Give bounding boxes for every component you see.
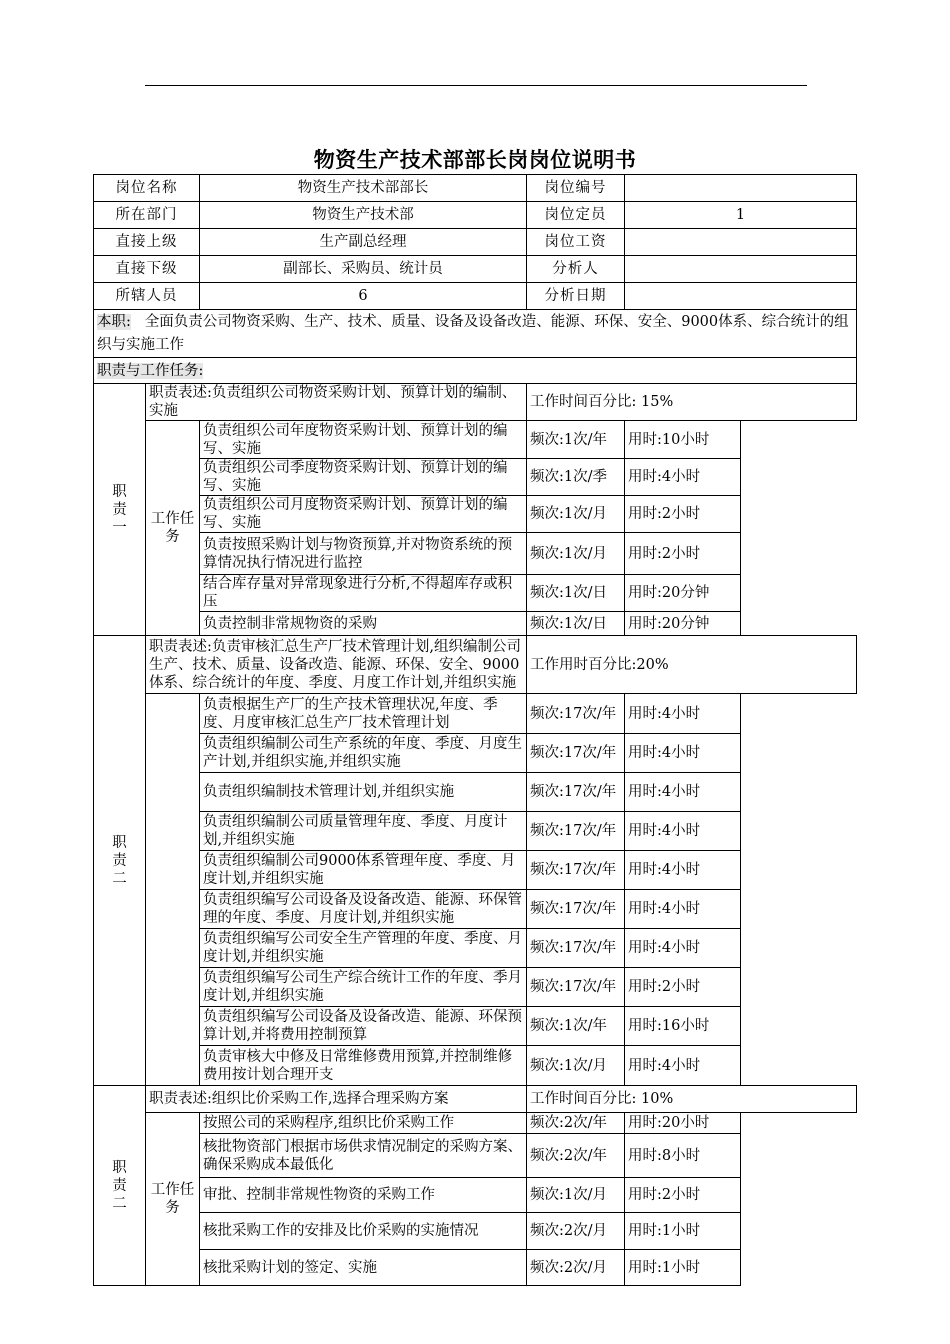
duties-header-row (94, 358, 857, 384)
task-row (94, 890, 857, 929)
header-label: 分析人 (527, 256, 625, 283)
task-text: 负责组织公司年度物资采购计划、预算计划的编写、实施 (200, 421, 527, 459)
header-value (625, 229, 857, 256)
task-time: 用时:1小时 (625, 1250, 741, 1286)
task-row (94, 929, 857, 968)
task-time: 用时:4小时 (625, 734, 741, 773)
header-row (94, 229, 857, 256)
task-text: 负责组织编制公司质量管理年度、季度、月度计划,并组织实施 (200, 812, 527, 851)
task-frequency: 频次:17次/年 (527, 929, 625, 968)
duty-description: 职责表述:组织比价采购工作,选择合理采购方案 (146, 1086, 527, 1113)
page-title: 物资生产技术部部长岗岗位说明书 (313, 148, 637, 172)
header-value: 物资生产技术部部长 (200, 175, 527, 202)
task-row (94, 1007, 857, 1046)
header-row (94, 175, 857, 202)
header-label: 岗位编号 (527, 175, 625, 202)
task-time: 用时:4小时 (625, 1046, 741, 1086)
duty-time-percentage: 工作时间百分比: 15% (527, 384, 857, 421)
header-label: 所在部门 (94, 202, 200, 229)
task-frequency: 频次:17次/年 (527, 694, 625, 734)
task-frequency: 频次:2次/月 (527, 1213, 625, 1250)
task-frequency: 频次:17次/年 (527, 968, 625, 1007)
task-row (94, 694, 857, 734)
task-text: 负责组织编写公司安全生产管理的年度、季度、月度计划,并组织实施 (200, 929, 527, 968)
task-row (94, 1250, 857, 1286)
header-value: 物资生产技术部 (200, 202, 527, 229)
task-frequency: 频次:17次/年 (527, 734, 625, 773)
header-value (625, 256, 857, 283)
task-row (94, 812, 857, 851)
work-task-blank (146, 694, 200, 1086)
task-text: 结合库存量对异常现象进行分析,不得超库存或积压 (200, 575, 527, 612)
task-text: 审批、控制非常规性物资的采购工作 (200, 1178, 527, 1213)
task-time: 用时:2小时 (625, 533, 741, 575)
task-frequency: 频次:1次/年 (527, 421, 625, 459)
task-row (94, 459, 857, 496)
header-label: 分析日期 (527, 283, 625, 310)
task-text: 负责组织公司季度物资采购计划、预算计划的编写、实施 (200, 459, 527, 496)
task-frequency: 频次:1次/月 (527, 496, 625, 533)
duty-label: 职 责 二 (94, 1086, 146, 1286)
task-row (94, 496, 857, 533)
task-time: 用时:2小时 (625, 968, 741, 1007)
task-text: 负责控制非常规物资的采购 (200, 612, 527, 636)
header-label: 岗位工资 (527, 229, 625, 256)
task-text: 核批物资部门根据市场供求情况制定的采购方案、确保采购成本最低化 (200, 1134, 527, 1178)
task-time: 用时:4小时 (625, 459, 741, 496)
task-text: 负责组织编制技术管理计划,并组织实施 (200, 773, 527, 812)
task-row (94, 734, 857, 773)
task-text: 负责组织编写公司生产综合统计工作的年度、季月度计划,并组织实施 (200, 968, 527, 1007)
task-row (94, 968, 857, 1007)
task-frequency: 频次:1次/月 (527, 1178, 625, 1213)
task-row (94, 1046, 857, 1086)
benzhi-label: 本职: (97, 313, 131, 330)
header-value: 副部长、采购员、统计员 (200, 256, 527, 283)
job-description-table (93, 174, 857, 1286)
task-text: 负责组织编写公司设备及设备改造、能源、环保管理的年度、季度、月度计划,并组织实施 (200, 890, 527, 929)
duty-description: 职责表述:负责审核汇总生产厂技术管理计划,组织编制公司生产、技术、质量、设备改造、能源、环保、安全、9000体系、综合统计的年度、季度、月度工作计划,并组织实施 (146, 636, 527, 694)
benzhi-text: 全面负责公司物资采购、生产、技术、质量、设备及设备改造、能源、环保、安全、9000体系、综合统计的组织与实施工作 (97, 313, 849, 353)
task-time: 用时:1小时 (625, 1213, 741, 1250)
task-frequency: 频次:17次/年 (527, 812, 625, 851)
task-time: 用时:16小时 (625, 1007, 741, 1046)
header-label: 直接上级 (94, 229, 200, 256)
task-time: 用时:2小时 (625, 496, 741, 533)
header-label: 岗位名称 (94, 175, 200, 202)
task-frequency: 频次:17次/年 (527, 851, 625, 890)
top-rule (145, 85, 807, 86)
duty-desc-row (94, 1086, 857, 1113)
task-row (94, 773, 857, 812)
task-text: 负责组织编制公司9000体系管理年度、季度、月度计划,并组织实施 (200, 851, 527, 890)
task-row (94, 1213, 857, 1250)
work-task-label: 工作任务 (146, 421, 200, 636)
duty-desc-row (94, 384, 857, 421)
header-row (94, 202, 857, 229)
task-time: 用时:4小时 (625, 773, 741, 812)
header-row (94, 256, 857, 283)
task-frequency: 频次:2次/年 (527, 1113, 625, 1134)
task-time: 用时:4小时 (625, 851, 741, 890)
task-row (94, 421, 857, 459)
duty-description: 职责表述:负责组织公司物资采购计划、预算计划的编制、实施 (146, 384, 527, 421)
task-row (94, 612, 857, 636)
task-frequency: 频次:1次/日 (527, 612, 625, 636)
task-row (94, 1113, 857, 1134)
task-time: 用时:10小时 (625, 421, 741, 459)
task-text: 负责组织编写公司设备及设备改造、能源、环保预算计划,并将费用控制预算 (200, 1007, 527, 1046)
work-task-label: 工作任务 (146, 1113, 200, 1286)
header-label: 直接下级 (94, 256, 200, 283)
task-text: 负责组织编制公司生产系统的年度、季度、月度生产计划,并组织实施,并组织实施 (200, 734, 527, 773)
task-time: 用时:8小时 (625, 1134, 741, 1178)
duty-desc-row (94, 636, 857, 694)
task-text: 负责组织公司月度物资采购计划、预算计划的编写、实施 (200, 496, 527, 533)
task-frequency: 频次:1次/年 (527, 1007, 625, 1046)
benzhi-cell (94, 310, 857, 358)
task-time: 用时:20分钟 (625, 575, 741, 612)
task-time: 用时:20小时 (625, 1113, 741, 1134)
task-row (94, 1134, 857, 1178)
header-value: 6 (200, 283, 527, 310)
task-row (94, 1178, 857, 1213)
task-row (94, 533, 857, 575)
task-text: 负责按照采购计划与物资预算,并对物资系统的预算情况执行情况进行监控 (200, 533, 527, 575)
duty-time-percentage: 工作时间百分比: 10% (527, 1086, 857, 1113)
header-label: 岗位定员 (527, 202, 625, 229)
task-time: 用时:4小时 (625, 812, 741, 851)
header-label: 所辖人员 (94, 283, 200, 310)
task-frequency: 频次:1次/日 (527, 575, 625, 612)
task-text: 核批采购计划的签定、实施 (200, 1250, 527, 1286)
header-value (625, 283, 857, 310)
task-row (94, 851, 857, 890)
task-frequency: 频次:1次/季 (527, 459, 625, 496)
task-text: 按照公司的采购程序,组织比价采购工作 (200, 1113, 527, 1134)
task-frequency: 频次:2次/月 (527, 1250, 625, 1286)
task-text: 核批采购工作的安排及比价采购的实施情况 (200, 1213, 527, 1250)
duty-label: 职 责 一 (94, 384, 146, 636)
task-frequency: 频次:1次/月 (527, 533, 625, 575)
task-time: 用时:4小时 (625, 694, 741, 734)
benzhi-row (94, 310, 857, 358)
task-frequency: 频次:1次/月 (527, 1046, 625, 1086)
duty-label: 职 责 二 (94, 636, 146, 1086)
header-row (94, 283, 857, 310)
task-frequency: 频次:17次/年 (527, 773, 625, 812)
task-time: 用时:20分钟 (625, 612, 741, 636)
task-time: 用时:4小时 (625, 890, 741, 929)
task-text: 负责根据生产厂的生产技术管理状况,年度、季度、月度审核汇总生产厂技术管理计划 (200, 694, 527, 734)
header-value: 1 (625, 202, 857, 229)
duties-header: 职责与工作任务: (97, 362, 204, 379)
task-time: 用时:2小时 (625, 1178, 741, 1213)
duty-time-percentage: 工作用时百分比:20% (527, 636, 857, 694)
task-frequency: 频次:2次/年 (527, 1134, 625, 1178)
header-value (625, 175, 857, 202)
task-row (94, 575, 857, 612)
header-value: 生产副总经理 (200, 229, 527, 256)
task-text: 负责审核大中修及日常维修费用预算,并控制维修费用按计划合理开支 (200, 1046, 527, 1086)
task-frequency: 频次:17次/年 (527, 890, 625, 929)
task-time: 用时:4小时 (625, 929, 741, 968)
duties-header-cell (94, 358, 857, 384)
